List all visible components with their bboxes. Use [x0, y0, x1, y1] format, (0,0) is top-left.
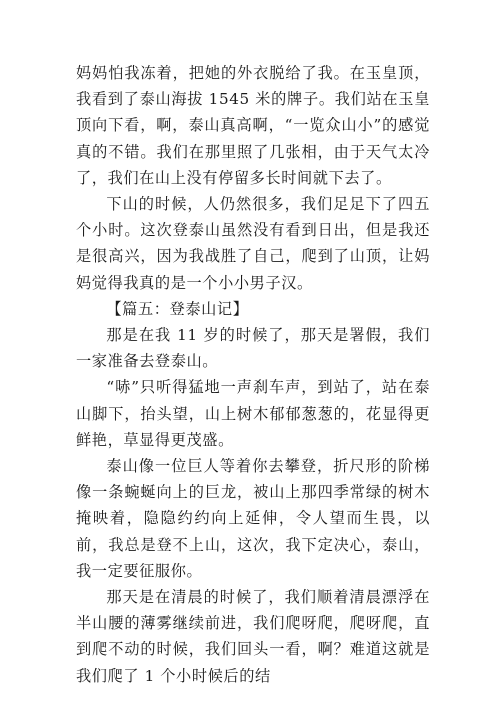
paragraph-intro: 那是在我 11 岁的时候了，那天是署假，我们一家准备去登泰山。: [76, 326, 430, 371]
section-heading: 【篇五：登泰山记】: [106, 299, 249, 318]
paragraph-descent: 下山的时候，人仍然很多，我们足足下了四五个小时。这次登泰山虽然没有看到日出，但是我还是很高兴，因为我战胜了自己，爬到了山顶，让妈妈觉得我真的是一个小小男子汉。: [76, 195, 430, 292]
paragraph-summit: 妈妈怕我冻着，把她的外衣脱给了我。在玉皇顶，我看到了泰山海拔 1545 米的牌子。我们站在玉皇顶向下看，啊，泰山真高啊，“一览众山小”的感觉真的不错。我们在那里照了几张相，由于天气太冷了，我们在山上没有停留多长时间就下去了。: [76, 64, 430, 187]
paragraph-mountain: 泰山像一位巨人等着你去攀登，折尺形的阶梯像一条蜿蜒向上的巨龙，被山上那四季常绿的树木掩映着，隐隐约约向上延伸，令人望而生畏，以前，我总是登不上山，这次，我下定决心，泰山，我一定要征服你。: [76, 457, 430, 580]
document-page: [76, 60, 430, 689]
paragraph-climb: 那天是在清晨的时候了，我们顺着清晨漂浮在半山腰的薄雾继续前进，我们爬呀爬，爬呀爬，直到爬不动的时候，我们回头一看，啊？难道这就是我们爬了 1 个小时候后的结: [76, 588, 430, 685]
paragraph-arrival: “哧”只听得猛地一声刹车声，到站了，站在泰山脚下，抬头望，山上树木郁郁葱葱的，花显得更鲜艳，草显得更茂盛。: [76, 378, 430, 449]
